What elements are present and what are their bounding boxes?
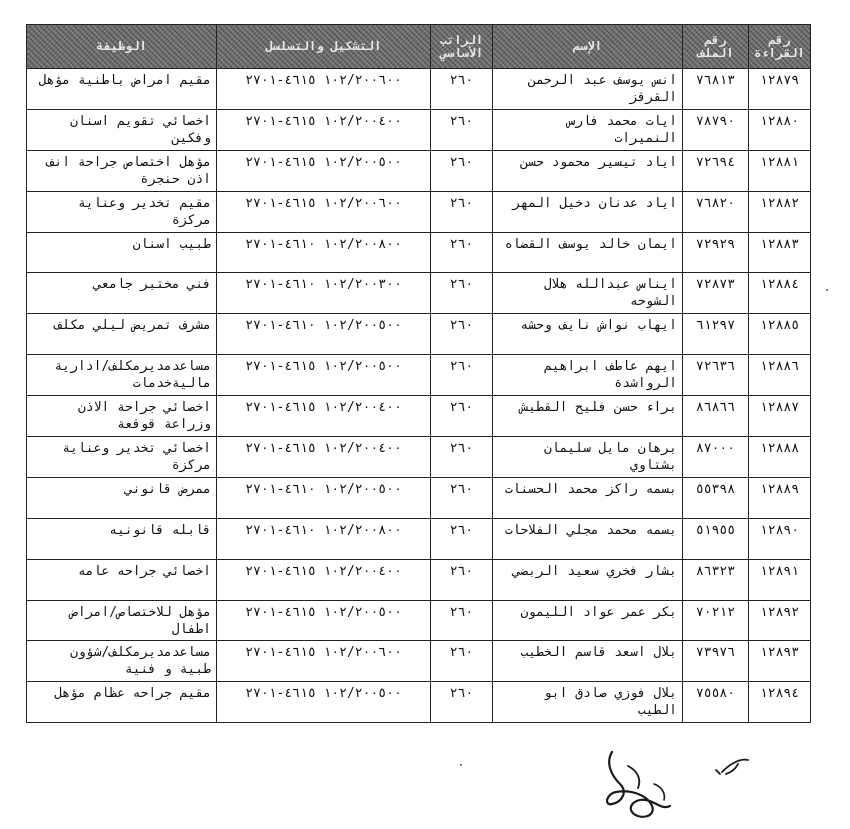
account-code-cell: ١٠٢/٢٠٠٤٠٠ ٤٦١٥-٢٧٠١ xyxy=(217,559,431,600)
basic-salary-cell: ٢٦٠ xyxy=(431,682,493,723)
basic-salary-cell: ٢٦٠ xyxy=(431,600,493,641)
job-title-cell: مقيم امراض باطنية مؤهل xyxy=(27,69,217,110)
employee-name-cell: بسمه راكز محمد الحسنات xyxy=(493,477,683,518)
file-number-cell: ٧٢٦٣٦ xyxy=(683,355,749,396)
account-code-cell: ١٠٢/٢٠٠٤٠٠ ٤٦١٥-٢٧٠١ xyxy=(217,437,431,478)
account-code-cell: ١٠٢/٢٠٠٦٠٠ ٤٦١٥-٢٧٠١ xyxy=(217,69,431,110)
account-code-cell: ١٠٢/٢٠٠٥٠٠ ٤٦١٥-٢٧٠١ xyxy=(217,355,431,396)
basic-salary-cell: ٢٦٠ xyxy=(431,191,493,232)
file-number-cell: ٧٢٦٩٤ xyxy=(683,150,749,191)
reading-number-cell: ١٢٨٩٤ xyxy=(749,682,811,723)
basic-salary-cell: ٢٦٠ xyxy=(431,437,493,478)
table-row xyxy=(27,600,811,641)
account-code-cell: ١٠٢/٢٠٠٣٠٠ ٤٦١٠-٢٧٠١ xyxy=(217,273,431,314)
header-reading-number: رقم القراءة xyxy=(749,25,811,69)
file-number-cell: ٧٠٢١٢ xyxy=(683,600,749,641)
basic-salary-cell: ٢٦٠ xyxy=(431,314,493,355)
employee-name-cell: ايمان خالد يوسف القضاه xyxy=(493,232,683,273)
account-code-cell: ١٠٢/٢٠٠٤٠٠ ٤٦١٥-٢٧٠١ xyxy=(217,109,431,150)
handwritten-signature xyxy=(598,744,778,824)
table-row xyxy=(27,396,811,437)
basic-salary-cell: ٢٦٠ xyxy=(431,396,493,437)
table-row xyxy=(27,232,811,273)
table-row xyxy=(27,682,811,723)
table-row xyxy=(27,191,811,232)
job-title-cell: طبيب اسنان xyxy=(27,232,217,273)
basic-salary-cell: ٢٦٠ xyxy=(431,150,493,191)
employee-name-cell: بلال اسعد قاسم الخطيب xyxy=(493,641,683,682)
file-number-cell: ٥٥٣٩٨ xyxy=(683,477,749,518)
job-title-cell: مؤهل للاختصاص/امراض اطفال xyxy=(27,600,217,641)
basic-salary-cell: ٢٦٠ xyxy=(431,518,493,559)
employee-name-cell: ايهاب نواش نايف وحشه xyxy=(493,314,683,355)
header-name: الإسم xyxy=(493,25,683,69)
scan-speck xyxy=(460,764,462,766)
header-basic-salary: الراتب الأساسي xyxy=(431,25,493,69)
reading-number-cell: ١٢٨٨٥ xyxy=(749,314,811,355)
basic-salary-cell: ٢٦٠ xyxy=(431,69,493,110)
table-row xyxy=(27,477,811,518)
job-title-cell: مؤهل اختصاص جراحة انف اذن حنجرة xyxy=(27,150,217,191)
employee-name-cell: بشار فخري سعيد الربضي xyxy=(493,559,683,600)
employee-name-cell: ايات محمد فارس النميرات xyxy=(493,109,683,150)
basic-salary-cell: ٢٦٠ xyxy=(431,109,493,150)
reading-number-cell: ١٢٨٨٩ xyxy=(749,477,811,518)
account-code-cell: ١٠٢/٢٠٠٨٠٠ ٤٦١٠-٢٧٠١ xyxy=(217,232,431,273)
basic-salary-cell: ٢٦٠ xyxy=(431,355,493,396)
job-title-cell: اخصائي جراحه عامه xyxy=(27,559,217,600)
account-code-cell: ١٠٢/٢٠٠٨٠٠ ٤٦١٠-٢٧٠١ xyxy=(217,518,431,559)
file-number-cell: ٧٢٩٢٩ xyxy=(683,232,749,273)
account-code-cell: ١٠٢/٢٠٠٥٠٠ ٤٦١٠-٢٧٠١ xyxy=(217,477,431,518)
employee-name-cell: ايناس عبدالله هلال الشوحه xyxy=(493,273,683,314)
file-number-cell: ٦١٢٩٧ xyxy=(683,314,749,355)
reading-number-cell: ١٢٨٨٣ xyxy=(749,232,811,273)
reading-number-cell: ١٢٨٩٠ xyxy=(749,518,811,559)
table-row xyxy=(27,355,811,396)
staff-table xyxy=(26,24,811,723)
job-title-cell: مساعدمديرمكلف/ادارية ماليةخدمات xyxy=(27,355,217,396)
scan-speck xyxy=(826,289,828,291)
file-number-cell: ٨٧٠٠٠ xyxy=(683,437,749,478)
reading-number-cell: ١٢٨٩١ xyxy=(749,559,811,600)
header-job-title: الوظيفة xyxy=(27,25,217,69)
file-number-cell: ٨٦٣٢٣ xyxy=(683,559,749,600)
basic-salary-cell: ٢٦٠ xyxy=(431,641,493,682)
account-code-cell: ١٠٢/٢٠٠٦٠٠ ٤٦١٥-٢٧٠١ xyxy=(217,641,431,682)
reading-number-cell: ١٢٨٨٦ xyxy=(749,355,811,396)
file-number-cell: ٧٣٩٧٦ xyxy=(683,641,749,682)
account-code-cell: ١٠٢/٢٠٠٥٠٠ ٤٦١٥-٢٧٠١ xyxy=(217,600,431,641)
employee-name-cell: اياد عدنان دخيل المهر xyxy=(493,191,683,232)
employee-name-cell: بسمه محمد مجلي الفلاحات xyxy=(493,518,683,559)
employee-name-cell: براء حسن فليح القطيش xyxy=(493,396,683,437)
job-title-cell: ممرض قانوني xyxy=(27,477,217,518)
employee-name-cell: اياد تيسير محمود حسن xyxy=(493,150,683,191)
job-title-cell: مقيم جراحه عظام مؤهل xyxy=(27,682,217,723)
job-title-cell: مشرف تمريض ليلي مكلف xyxy=(27,314,217,355)
reading-number-cell: ١٢٨٨١ xyxy=(749,150,811,191)
reading-number-cell: ١٢٨٨٤ xyxy=(749,273,811,314)
job-title-cell: اخصائي جراحة الاذن وزراعة قوقعة xyxy=(27,396,217,437)
job-title-cell: مساعدمديرمكلف/شؤون طبية و فنية xyxy=(27,641,217,682)
table-row xyxy=(27,641,811,682)
file-number-cell: ٧٨٧٩٠ xyxy=(683,109,749,150)
file-number-cell: ٧٦٨٢٠ xyxy=(683,191,749,232)
employee-name-cell: انس يوسف عبد الرحمن القرقز xyxy=(493,69,683,110)
reading-number-cell: ١٢٨٨٧ xyxy=(749,396,811,437)
table-row xyxy=(27,109,811,150)
account-code-cell: ١٠٢/٢٠٠٤٠٠ ٤٦١٥-٢٧٠١ xyxy=(217,396,431,437)
employee-name-cell: برهان مايل سليمان بشتاوي xyxy=(493,437,683,478)
reading-number-cell: ١٢٨٨٨ xyxy=(749,437,811,478)
account-code-cell: ١٠٢/٢٠٠٥٠٠ ٤٦١٠-٢٧٠١ xyxy=(217,314,431,355)
file-number-cell: ٥١٩٥٥ xyxy=(683,518,749,559)
job-title-cell: اخصائي تخدير وعناية مركزة xyxy=(27,437,217,478)
employee-name-cell: بلال فوزي صادق ابو الطيب xyxy=(493,682,683,723)
account-code-cell: ١٠٢/٢٠٠٦٠٠ ٤٦١٥-٢٧٠١ xyxy=(217,191,431,232)
table-row xyxy=(27,69,811,110)
job-title-cell: مقيم تخدير وعناية مركزة xyxy=(27,191,217,232)
file-number-cell: ٨٦٨٦٦ xyxy=(683,396,749,437)
table-row xyxy=(27,273,811,314)
basic-salary-cell: ٢٦٠ xyxy=(431,559,493,600)
table-row xyxy=(27,314,811,355)
basic-salary-cell: ٢٦٠ xyxy=(431,477,493,518)
reading-number-cell: ١٢٨٩٣ xyxy=(749,641,811,682)
table-row xyxy=(27,518,811,559)
reading-number-cell: ١٢٨٨٢ xyxy=(749,191,811,232)
reading-number-cell: ١٢٨٧٩ xyxy=(749,69,811,110)
file-number-cell: ٧٥٥٨٠ xyxy=(683,682,749,723)
reading-number-cell: ١٢٨٨٠ xyxy=(749,109,811,150)
job-title-cell: فني مختبر جامعي xyxy=(27,273,217,314)
account-code-cell: ١٠٢/٢٠٠٥٠٠ ٤٦١٥-٢٧٠١ xyxy=(217,150,431,191)
table-header-row xyxy=(27,25,811,69)
employee-name-cell: بكر عمر عواد الليمون xyxy=(493,600,683,641)
header-account: التشكيل والتسلسل xyxy=(217,25,431,69)
file-number-cell: ٧٦٨١٣ xyxy=(683,69,749,110)
table-row xyxy=(27,437,811,478)
reading-number-cell: ١٢٨٩٢ xyxy=(749,600,811,641)
account-code-cell: ١٠٢/٢٠٠٥٠٠ ٤٦١٥-٢٧٠١ xyxy=(217,682,431,723)
header-file-number: رقم الملف xyxy=(683,25,749,69)
basic-salary-cell: ٢٦٠ xyxy=(431,232,493,273)
job-title-cell: اخصائي تقويم اسنان وفكين xyxy=(27,109,217,150)
file-number-cell: ٧٢٨٧٣ xyxy=(683,273,749,314)
table-row xyxy=(27,150,811,191)
table-row xyxy=(27,559,811,600)
basic-salary-cell: ٢٦٠ xyxy=(431,273,493,314)
employee-name-cell: ايهم عاطف ابراهيم الرواشدة xyxy=(493,355,683,396)
job-title-cell: قابله قانونيه xyxy=(27,518,217,559)
